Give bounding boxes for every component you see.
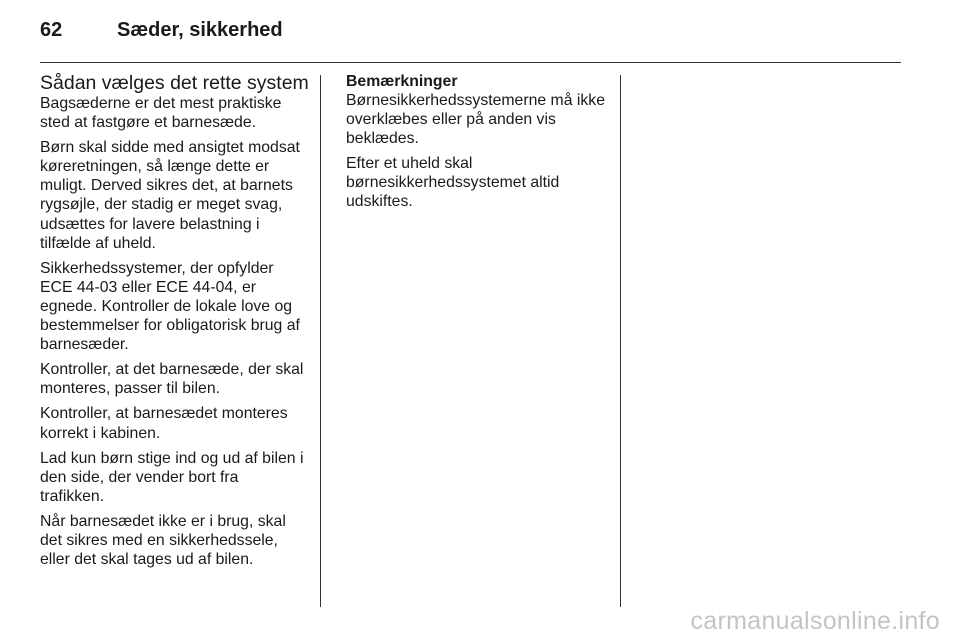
paragraph-no-covering: Børnesikkerhedssystemerne må ikke overklæbes eller på anden vis beklædes.	[346, 92, 605, 148]
column-divider-right	[620, 75, 621, 607]
column-divider-left	[320, 75, 321, 607]
paragraph-unused-seat: Når barnesædet ikke er i brug, skal det sikres med en sikkerhedssele, eller det skal tages ud af bilen.	[40, 512, 286, 569]
middle-column	[346, 72, 612, 218]
paragraph-entry-side: Lad kun børn stige ind og ud af bilen i den side, der vender bort fra trafikken.	[40, 449, 304, 505]
chapter-title: Sæder, sikkerhed	[117, 19, 283, 41]
header-rule	[40, 62, 901, 63]
paragraph-replace-after-accident: Efter et uheld skal børnesikkerhedssystemet altid udskiftes.	[346, 155, 560, 211]
paragraph-mounting-check: Kontroller, at barnesædet monteres korrekt i kabinen.	[40, 405, 288, 442]
paragraph-fit-check: Kontroller, at det barnesæde, der skal monteres, passer til bilen.	[40, 361, 304, 398]
notes-heading: Bemærkninger	[346, 73, 458, 90]
page-number: 62	[40, 19, 63, 41]
paragraph-ece-approval: Sikkerhedssystemer, der opfylder ECE 44-03 eller ECE 44-04, er egnede. Kontroller de lokale love og bestemmelser for obligatorisk brug af barnesæder.	[40, 259, 300, 354]
paragraph-placement: Bagsæderne er det mest praktiske sted at fastgøre et barnesæde.	[40, 95, 282, 132]
paragraph-rear-facing: Børn skal sidde med ansigtet modsat køreretningen, så længe dette er muligt. Derved sikres det, at barnets rygsøjle, der stadig er meget svag, udsættes for lavere belastning i tilfælde af uheld.	[40, 139, 300, 252]
watermark: carmanualsonline.info	[690, 607, 940, 635]
left-column	[40, 72, 309, 575]
section-heading: Sådan vælges det rette system	[40, 72, 309, 94]
